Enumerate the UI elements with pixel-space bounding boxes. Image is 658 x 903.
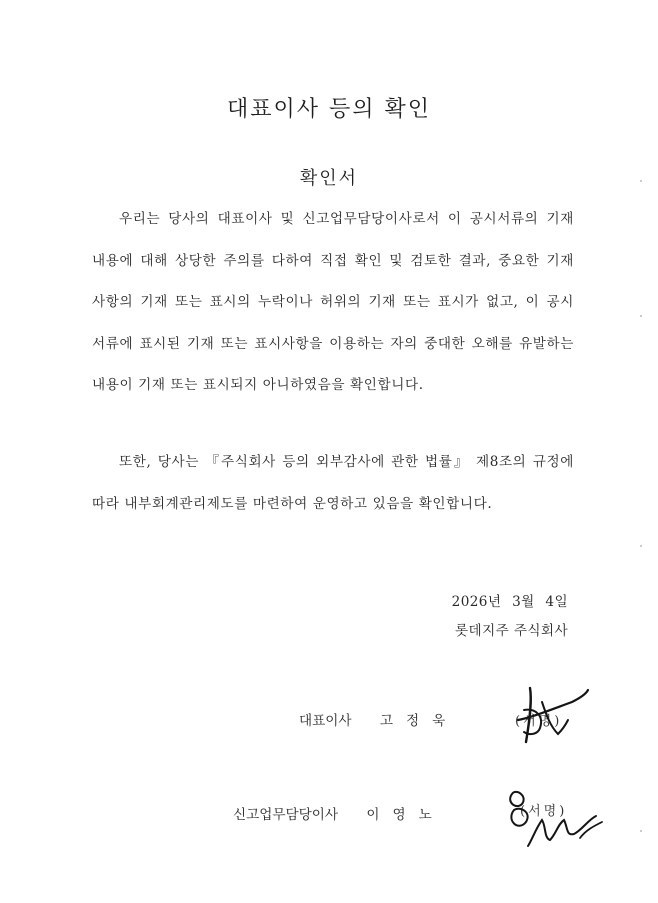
- scan-speck: [640, 315, 642, 317]
- handwritten-signature-disclosure-officer: [502, 780, 612, 852]
- scan-speck: [640, 180, 642, 182]
- scan-speck: [640, 545, 642, 547]
- signature-label: (서명): [520, 804, 568, 819]
- signer-row-ceo: [299, 709, 458, 729]
- document-date: 2026년 3월 4일: [451, 594, 568, 610]
- signature-label: (서명): [515, 714, 563, 729]
- signer-row-disclosure-officer: [233, 803, 445, 823]
- internal-control-paragraph: [92, 442, 574, 525]
- company-name: 롯데지주 주식회사: [455, 623, 568, 639]
- confirmation-paragraph: [92, 199, 574, 407]
- document-title: 대표이사 등의 확인: [226, 97, 431, 122]
- signer-role: 대표이사: [299, 713, 352, 729]
- internal-control-paragraph-text: 또한, 당사는 『주식회사 등의 외부감사에 관한 법률』 제8조의 규정에 따라 내부회계관리제도를 마련하여 운영하고 있음을 확인합니다.: [92, 454, 574, 512]
- signer-name: 이영노: [366, 807, 445, 823]
- scan-speck: [640, 830, 642, 832]
- confirmation-paragraph-text: 우리는 당사의 대표이사 및 신고업무담당이사로서 이 공시서류의 기재 내용에 대해 상당한 주의를 다하여 직접 확인 및 검토한 결과, 중요한 기재 사항의 기재 또는 표시의 누락이나 허위의 기재 또는 표시가 없고, 이 공시 서류에 표시된 기재 또는 표시사항을 이용하는 자의 중대한 오해를 유발하는 내용이 기재 또는 표시되지 아니하였음을 확인합니다.: [92, 211, 574, 393]
- signer-role: 신고업무담당이사: [233, 807, 339, 823]
- document-subtitle: 확인서: [299, 168, 359, 189]
- handwritten-signature-ceo: [500, 680, 600, 750]
- signer-name: 고정욱: [379, 713, 459, 729]
